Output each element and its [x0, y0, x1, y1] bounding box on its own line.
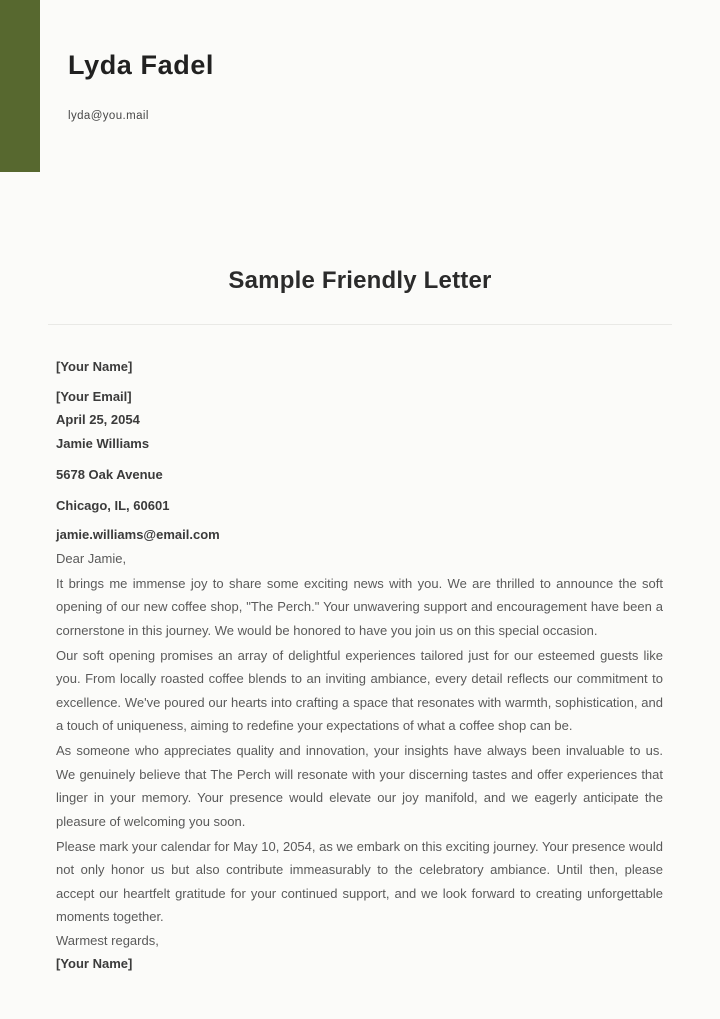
- sender-email-line: [Your Email]: [56, 388, 132, 404]
- date-line: April 25, 2054: [56, 412, 140, 427]
- letter-body: [56, 355, 663, 976]
- recipient-name-line: Jamie Williams: [56, 435, 150, 451]
- signature-line: [Your Name]: [56, 956, 133, 971]
- letter-paragraph-3: As someone who appreciates quality and innovation, your insights have always been invaluable to us. We genuinely believe that The Perch will resonate with your discerning tastes and offer experiences that linger in your memory. Your presence would elevate our joy manifold, and we eagerly anticipate the pleasure of welcoming you soon.: [56, 743, 663, 829]
- accent-bar: [0, 0, 40, 172]
- salutation-line: Dear Jamie,: [56, 550, 127, 566]
- closing-line: Warmest regards,: [56, 932, 159, 948]
- letter-paragraph-1: It brings me immense joy to share some exciting news with you. We are thrilled to announce the soft opening of our new coffee shop, "The Perch." Your unwavering support and encouragement have been a cornerstone in this journey. We would be honored to have you join us on this special occasion.: [56, 575, 663, 638]
- recipient-address-line-1: 5678 Oak Avenue: [56, 466, 163, 482]
- profile-email: lyda@you.mail: [68, 110, 149, 122]
- recipient-email-line: jamie.williams@email.com: [56, 527, 220, 542]
- letter-paragraph-2: Our soft opening promises an array of delightful experiences tailored just for our esteemed guests like you. From locally roasted coffee blends to an inviting ambiance, every detail reflects our commitment to excellence. We've poured our hearts into crafting a space that resonates with warmth, sophistication, and a touch of uniqueness, aiming to redefine your expectations of what a coffee shop can be.: [56, 647, 663, 733]
- sender-name-line: [Your Name]: [56, 359, 133, 374]
- recipient-address-line-2: Chicago, IL, 60601: [56, 497, 170, 513]
- profile-name: Lyda Fadel: [68, 50, 215, 80]
- letter-paragraph-4: Please mark your calendar for May 10, 2054, as we embark on this exciting journey. Your presence would not only honor us but also contribute immeasurably to the celebratory ambiance. Until then, please accept our heartfelt gratitude for your continued support, and we look forward to creating unforgettable moments together.: [56, 838, 663, 924]
- divider: [48, 324, 672, 325]
- document-title: Sample Friendly Letter: [228, 267, 492, 294]
